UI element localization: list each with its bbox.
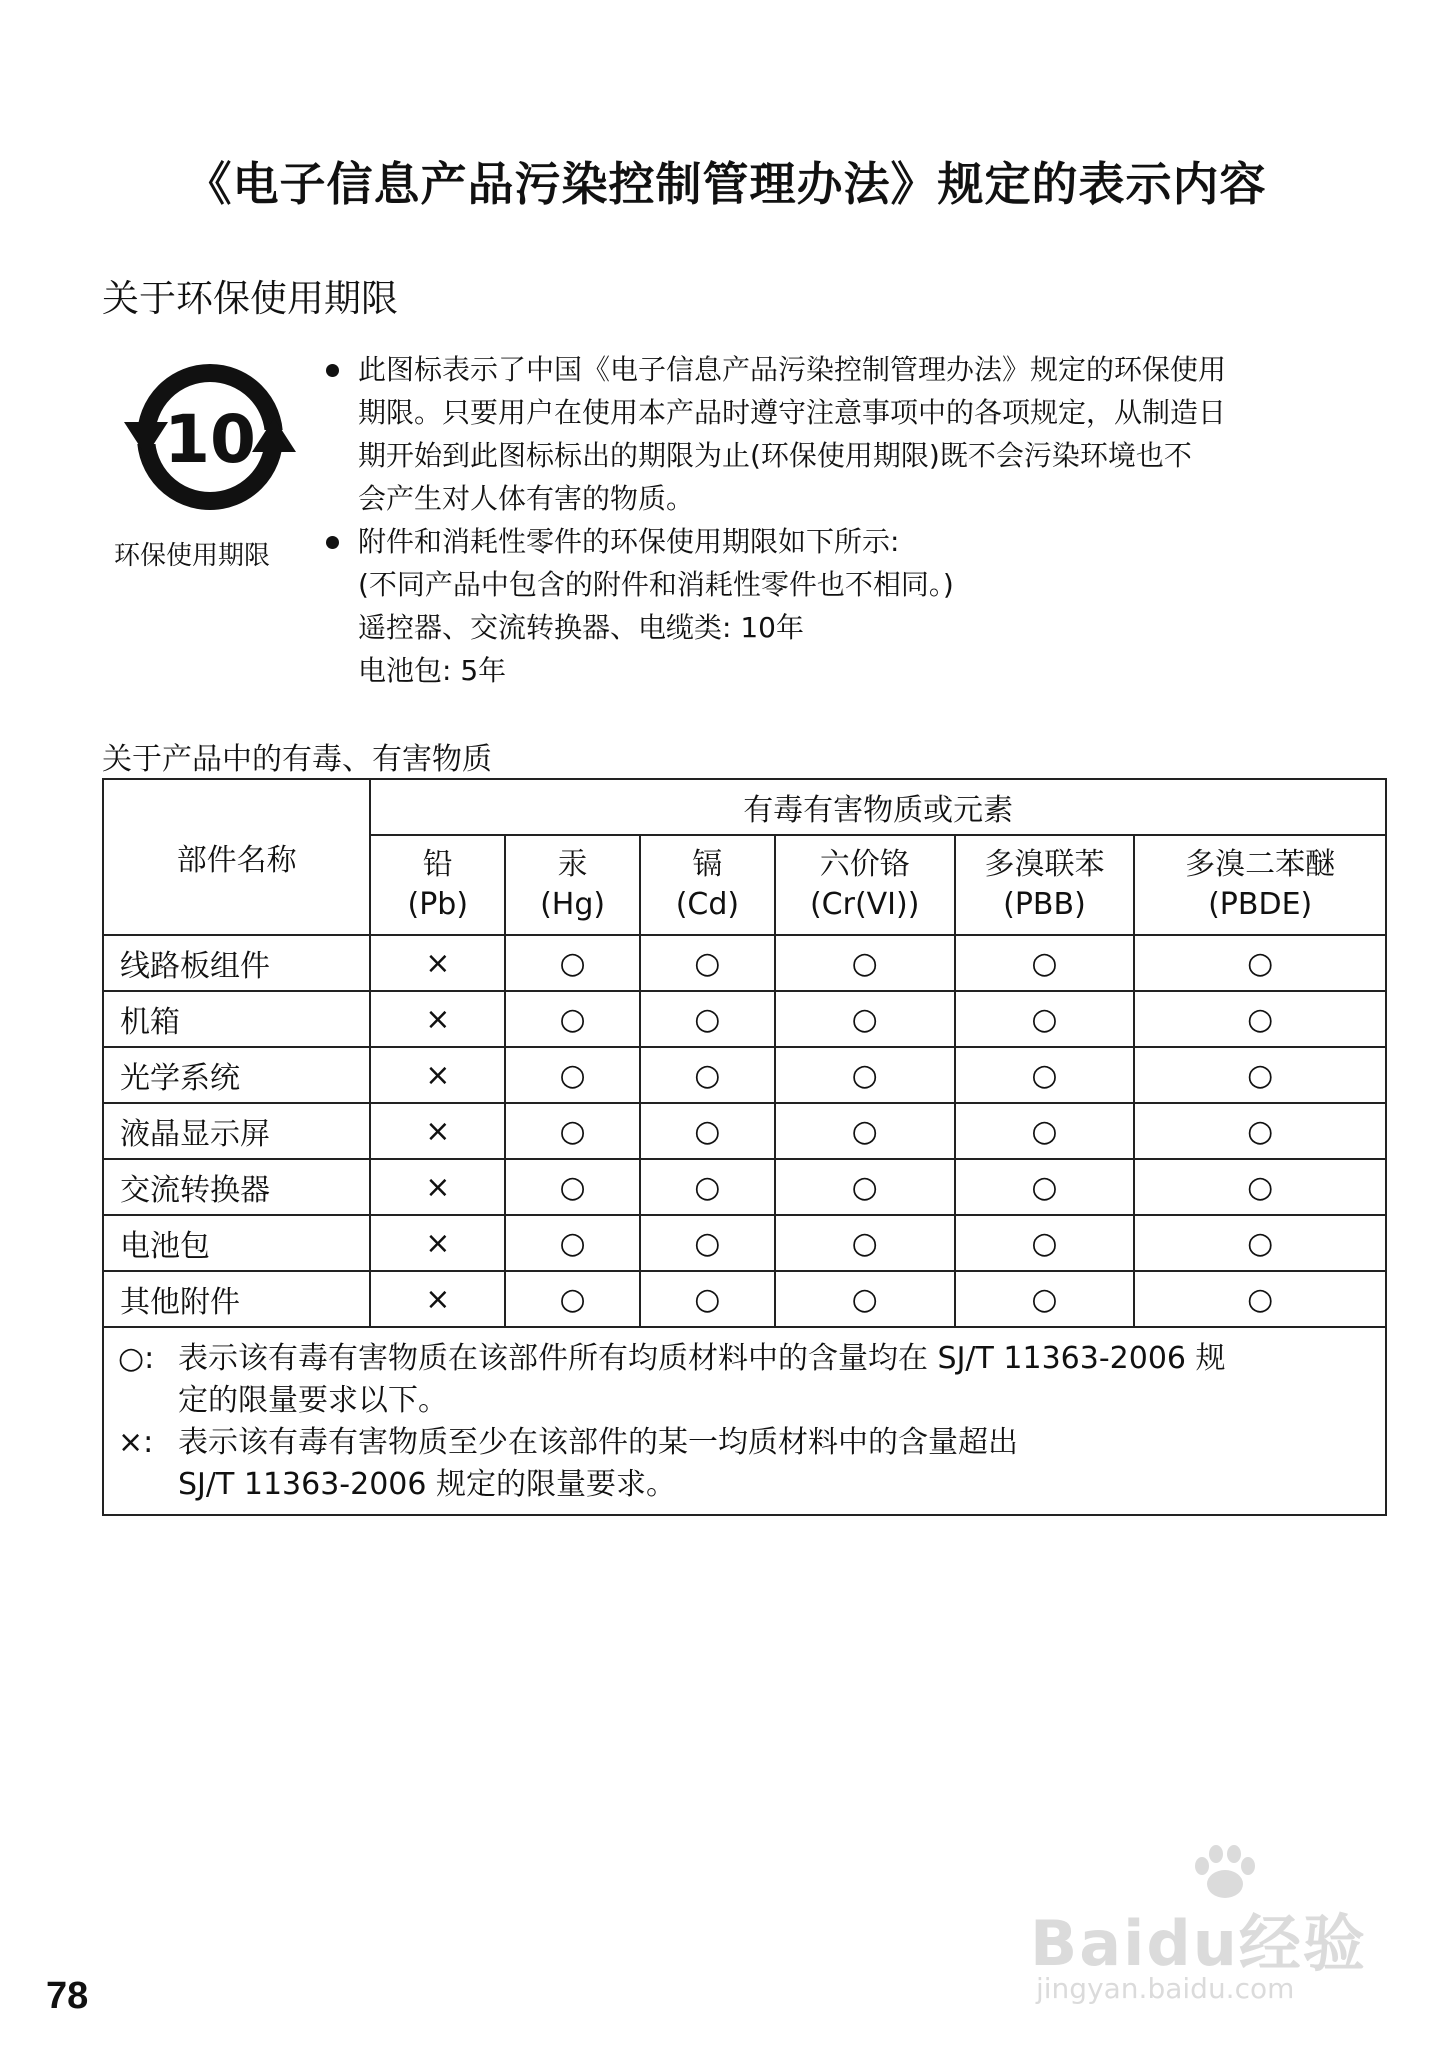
column-header-cr6: 六价铬 (Cr(VI)) xyxy=(775,835,955,935)
note-circle: ○: 表示该有毒有害物质在该部件所有均质材料中的含量均在 SJ/T 11363-2006 规 定的限量要求以下。 xyxy=(118,1341,1226,1418)
watermark-main: Baidu经验 xyxy=(1030,1907,1367,1980)
baidu-watermark xyxy=(1030,1842,1380,2012)
bullet-epup-description xyxy=(322,348,1372,520)
text-line: (不同产品中包含的附件和消耗性零件也不相同。) xyxy=(358,568,954,601)
column-header-hg: 汞 (Hg) xyxy=(505,835,640,935)
watermark-url: jingyan.baidu.com xyxy=(1036,1972,1295,2005)
section-heading-hazardous: 关于产品中的有毒、有害物质 xyxy=(102,742,492,777)
section-heading-epup: 关于环保使用期限 xyxy=(102,277,398,320)
epup-10-years-icon xyxy=(120,352,300,522)
page-title: 《电子信息产品污染控制管理办法》规定的表示内容 xyxy=(185,157,1267,211)
table-row: 交流转换器 × ○ ○ ○ ○ ○ xyxy=(103,1159,1386,1215)
page-number: 78 xyxy=(46,1975,89,2017)
column-header-pb: 铅 (Pb) xyxy=(370,835,505,935)
table-row: 机箱 × ○ ○ ○ ○ ○ xyxy=(103,991,1386,1047)
column-header-part: 部件名称 xyxy=(103,779,370,935)
column-header-cd: 镉 (Cd) xyxy=(640,835,775,935)
column-header-pbb: 多溴联苯 (PBB) xyxy=(955,835,1135,935)
text-line: 电池包: 5年 xyxy=(358,654,507,687)
logo-number: 10 xyxy=(164,401,256,478)
table-notes-row xyxy=(103,1327,1386,1515)
bullet-dot xyxy=(326,536,339,549)
hazardous-substance-table xyxy=(102,778,1387,1516)
text-line: 期限。只要用户在使用本产品时遵守注意事项中的各项规定，从制造日 xyxy=(358,396,1227,429)
table-row: 线路板组件 × ○ ○ ○ ○ ○ xyxy=(103,935,1386,991)
bullet-accessory-periods xyxy=(322,520,1372,692)
note-cross: ×: 表示该有毒有害物质至少在该部件的某一均质材料中的含量超出 SJ/T 11363-2006 规定的限量要求。 xyxy=(118,1425,1018,1502)
bullet-dot xyxy=(326,364,339,377)
text-line: 遥控器、交流转换器、电缆类: 10年 xyxy=(358,611,804,644)
table-row: 光学系统 × ○ ○ ○ ○ ○ xyxy=(103,1047,1386,1103)
table-row: 液晶显示屏 × ○ ○ ○ ○ ○ xyxy=(103,1103,1386,1159)
paw-icon xyxy=(1180,1842,1270,1902)
epup-bullets xyxy=(322,348,1372,692)
column-header-pbde: 多溴二苯醚 (PBDE) xyxy=(1134,835,1386,935)
table-row: 电池包 × ○ ○ ○ ○ ○ xyxy=(103,1215,1386,1271)
text-line: 此图标表示了中国《电子信息产品污染控制管理办法》规定的环保使用 xyxy=(358,353,1227,386)
table-row: 其他附件 × ○ ○ ○ ○ ○ xyxy=(103,1271,1386,1327)
table-notes xyxy=(103,1327,1386,1515)
column-group-header: 有毒有害物质或元素 xyxy=(370,779,1386,835)
text-line: 期开始到此图标标出的期限为止(环保使用期限)既不会污染环境也不 xyxy=(358,439,1192,472)
text-line: 附件和消耗性零件的环保使用期限如下所示: xyxy=(358,525,900,558)
logo-caption: 环保使用期限 xyxy=(114,541,271,571)
text-line: 会产生对人体有害的物质。 xyxy=(358,482,695,515)
